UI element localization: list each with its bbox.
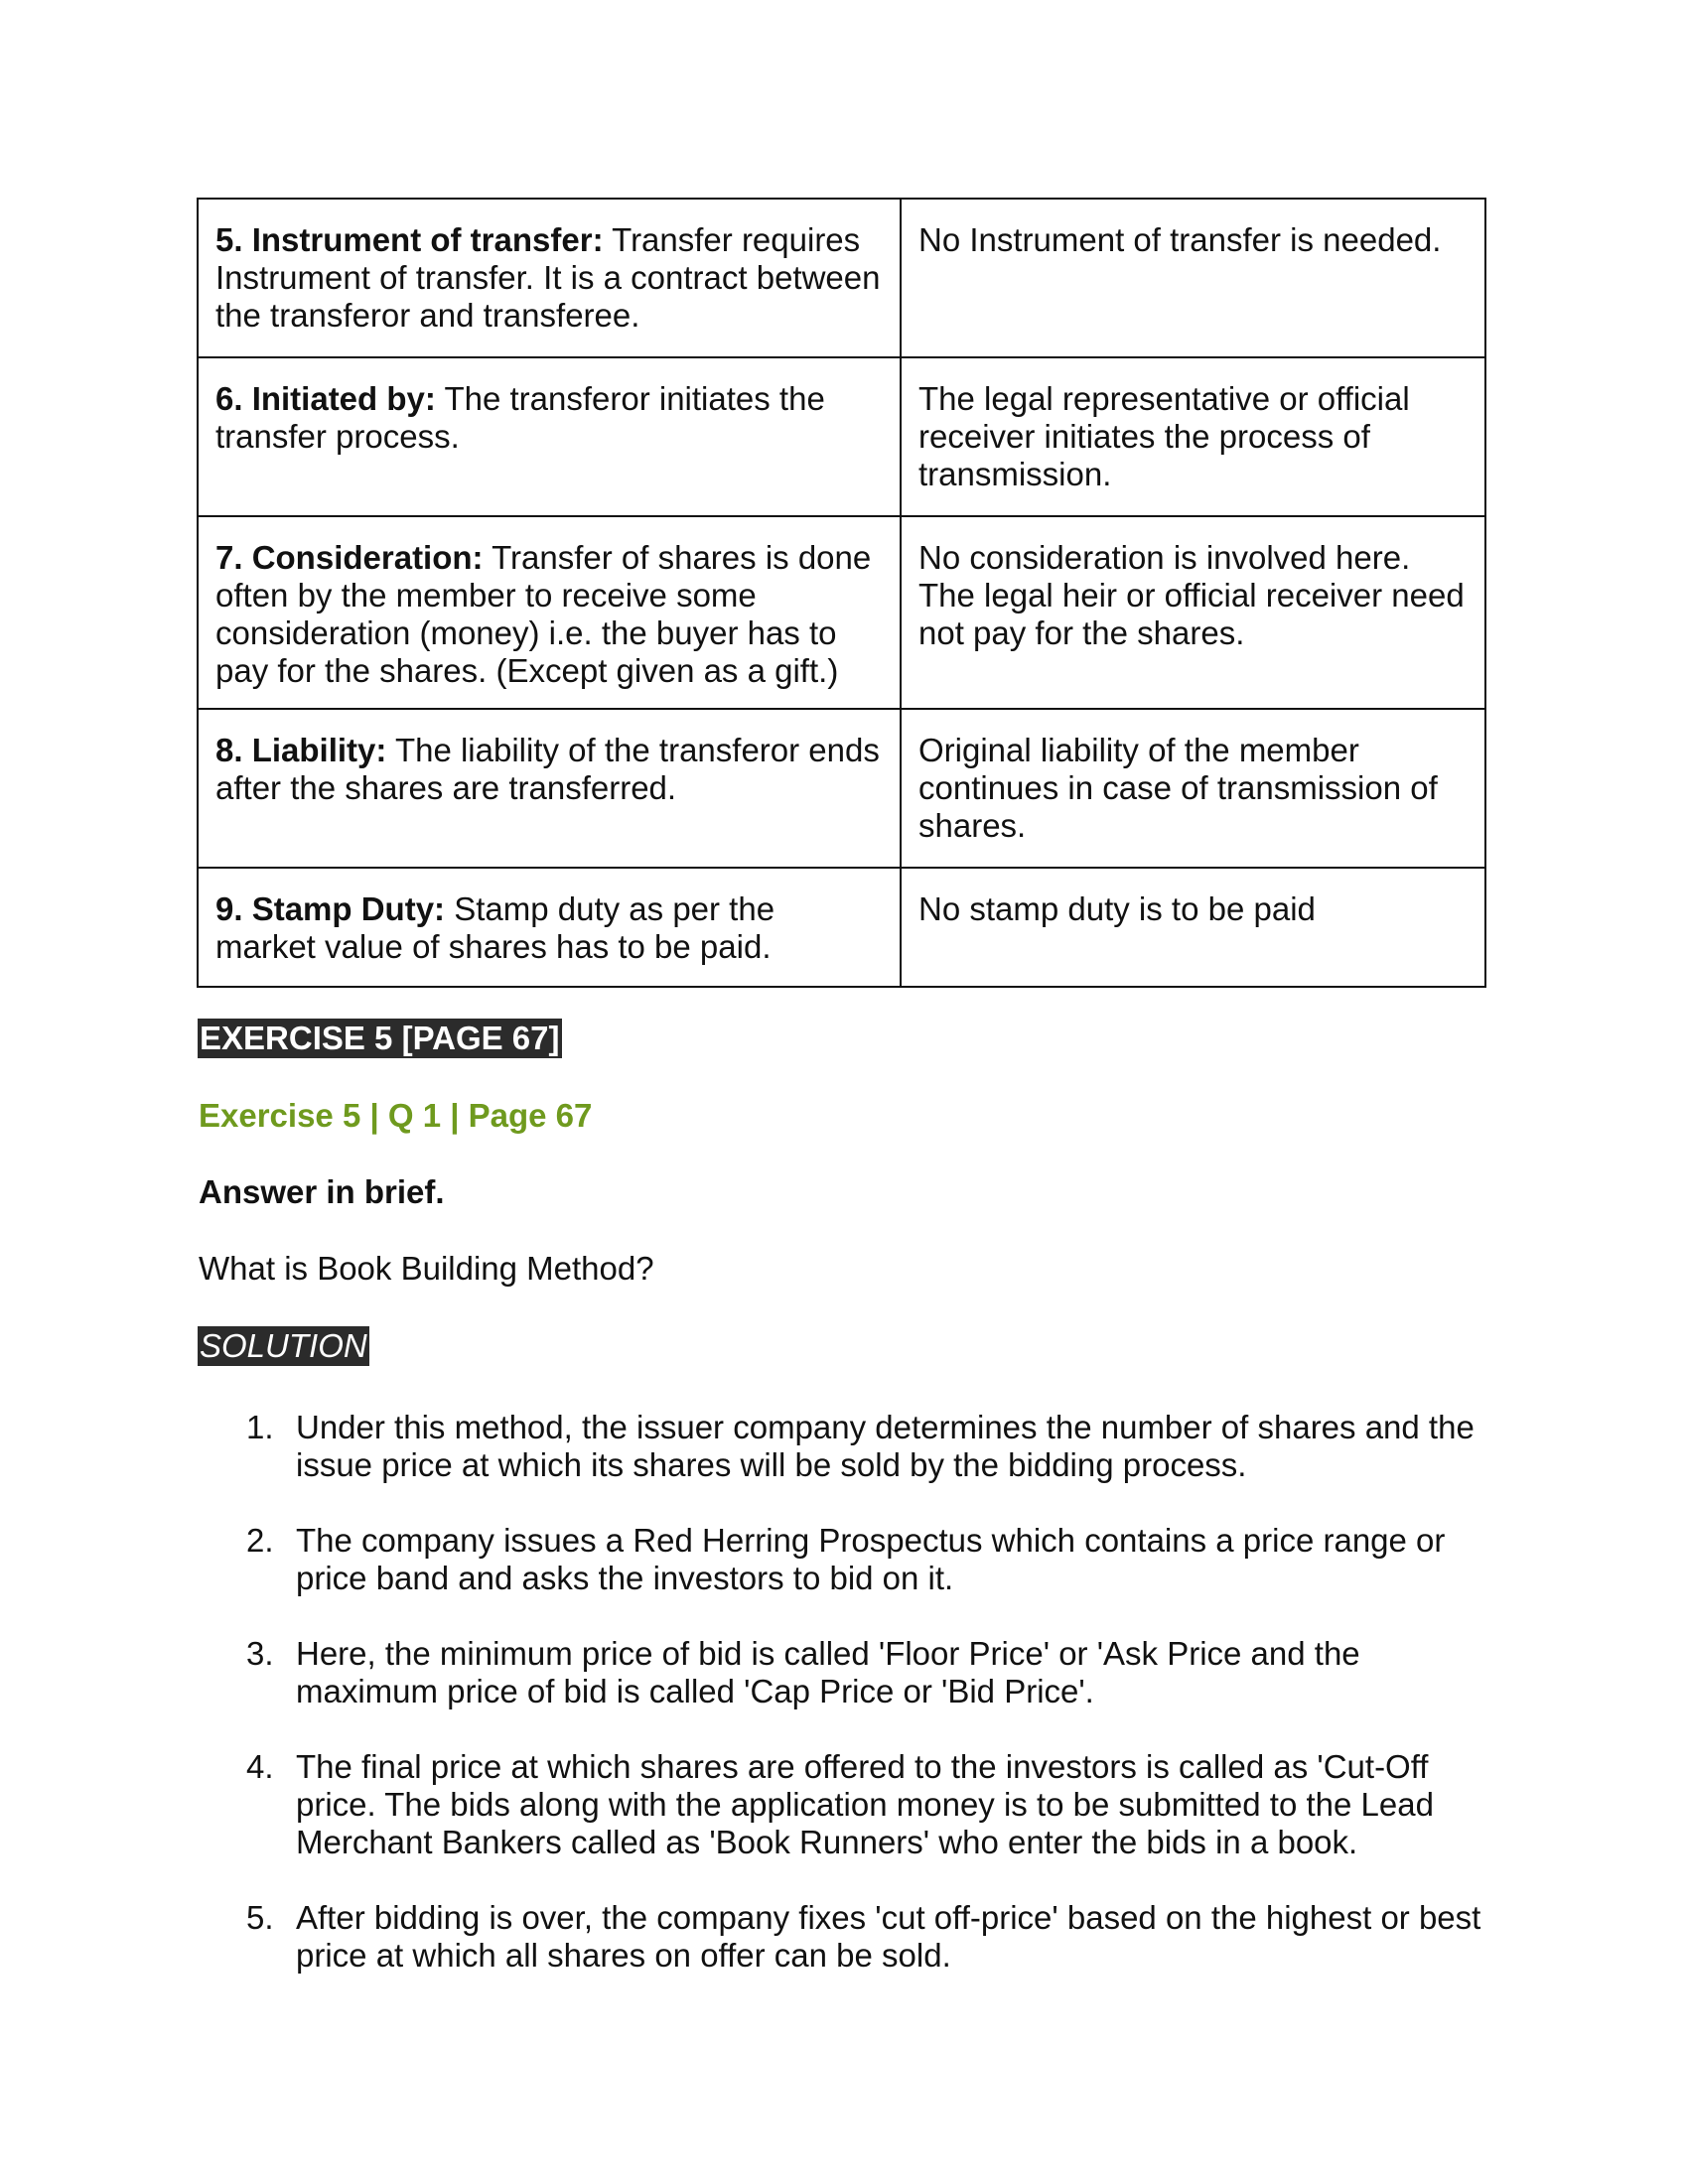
item-text: The company issues a Red Herring Prospectus which contains a price range or price band and asks the investors to bid on it.: [296, 1522, 1446, 1596]
item-number: 3.: [246, 1635, 274, 1672]
point-text: The liability of the transferor ends after the shares are transferred.: [215, 732, 880, 806]
list-item: [246, 1635, 1497, 1710]
item-number: 5.: [246, 1899, 274, 1936]
list-item: [246, 1899, 1497, 1975]
transmission-cell: No stamp duty is to be paid: [901, 868, 1485, 987]
item-number: 1.: [246, 1409, 274, 1445]
list-item: [246, 1409, 1497, 1484]
transmission-cell: No consideration is involved here. The legal heir or official receiver need not pay for the shares.: [901, 516, 1485, 709]
point-text: Transfer requires Instrument of transfer. It is a contract between the transferor and transferee.: [215, 221, 881, 334]
list-item: [246, 1748, 1497, 1861]
item-number: 2.: [246, 1522, 274, 1559]
item-text: After bidding is over, the company fixes 'cut off-price' based on the highest or best price at which all shares on offer can be sold.: [296, 1899, 1481, 1974]
table-row: [198, 199, 1485, 357]
table-row: [198, 709, 1485, 868]
solution-list: [246, 1409, 1497, 2012]
transfer-cell: [198, 516, 901, 709]
transmission-cell: The legal representative or official receiver initiates the process of transmission.: [901, 357, 1485, 516]
item-number: 4.: [246, 1748, 274, 1785]
point-heading: 5. Instrument of transfer:: [215, 221, 604, 258]
transfer-cell: [198, 199, 901, 357]
point-text: Transfer of shares is done often by the member to receive some consideration (money) i.e. the buyer has to pay for the shares. (Except given as a gift.): [215, 539, 872, 689]
transmission-cell: Original liability of the member continues in case of transmission of shares.: [901, 709, 1485, 868]
question-text: What is Book Building Method?: [199, 1250, 654, 1287]
transfer-cell: [198, 868, 901, 987]
point-text: The transferor initiates the transfer process.: [215, 380, 825, 455]
transfer-cell: [198, 357, 901, 516]
point-heading: 8. Liability:: [215, 732, 387, 768]
point-text: Stamp duty as per the market value of shares has to be paid.: [215, 890, 775, 965]
instruction-text: Answer in brief.: [199, 1173, 445, 1210]
item-text: Here, the minimum price of bid is called 'Floor Price' or 'Ask Price and the maximum price of bid is called 'Cap Price or 'Bid Price'.: [296, 1635, 1360, 1709]
table-row: [198, 868, 1485, 987]
exercise-heading: EXERCISE 5 [PAGE 67]: [200, 1020, 560, 1056]
item-text: The final price at which shares are offered to the investors is called as 'Cut-Off price. The bids along with the application money is to be submitted to the Lead Merchant Bankers called as 'Book Runners' who enter the bids in a book.: [296, 1748, 1434, 1860]
point-heading: 9. Stamp Duty:: [215, 890, 446, 927]
point-heading: 6. Initiated by:: [215, 380, 436, 417]
solution-label: SOLUTION: [200, 1327, 367, 1364]
point-heading: 7. Consideration:: [215, 539, 484, 576]
question-reference: Exercise 5 | Q 1 | Page 67: [199, 1097, 593, 1134]
transfer-vs-transmission-table: [197, 198, 1486, 988]
item-text: Under this method, the issuer company determines the number of shares and the issue price at which its shares will be sold by the bidding process.: [296, 1409, 1475, 1483]
transfer-cell: [198, 709, 901, 868]
transmission-cell: No Instrument of transfer is needed.: [901, 199, 1485, 357]
list-item: [246, 1522, 1497, 1597]
table-row: [198, 357, 1485, 516]
table-row: [198, 516, 1485, 709]
